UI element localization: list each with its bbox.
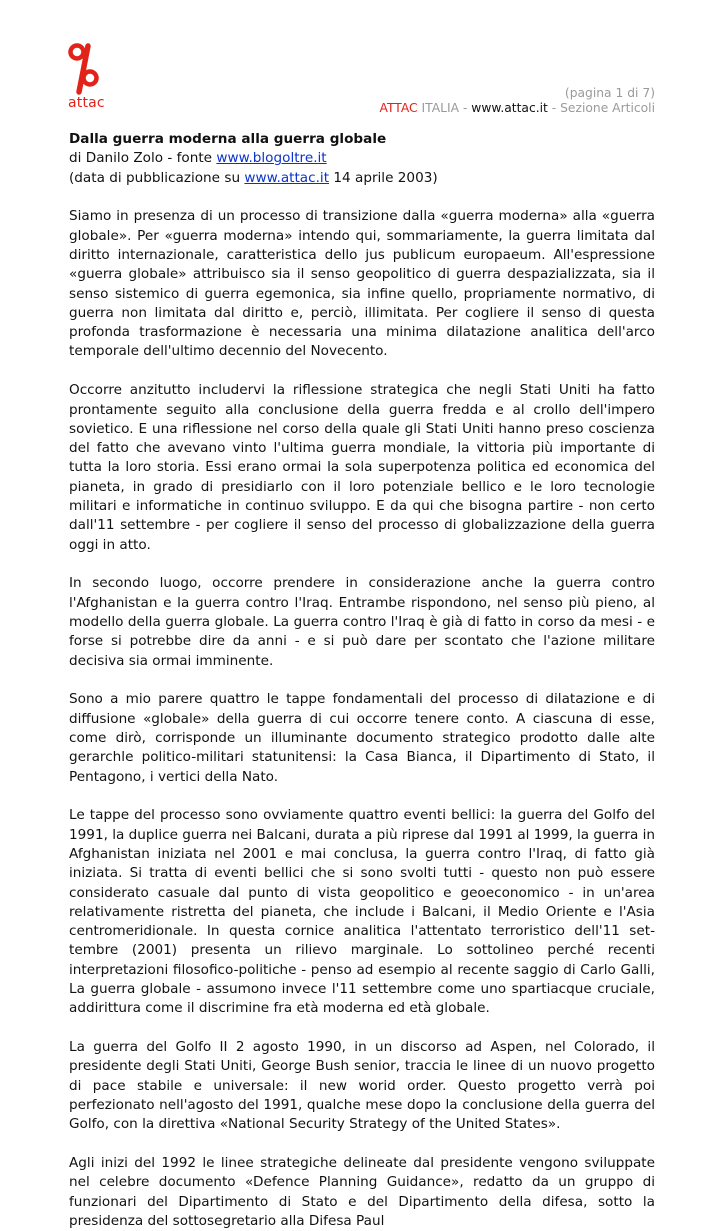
paragraph: Sono a mio parere quattro le tappe fondamentali del processo di dilatazione e di diffusione «globale» della guerra di cui occorre tenere conto. A ciascuna di esse, come dirò, corrisponde un illuminante documento strategico prodotto dalle alte gerarchle politico-militari statunitensi: la Casa Bianca, il Dipartimento di Stato, il Pentagono, i vertici della Nato.: [69, 691, 655, 785]
paragraph: Occorre anzitutto includervi la riflessione strategica che negli Stati Uniti ha fatto prontamente seguito alla conclusione della guerra fredda e al crollo dell'impero sovietico. E una riflessione nel corso della quale gli Stati Uniti hanno preso coscienza del fatto che avevano vinto l'ultima guerra mondiale, la vittoria più importante di tutta la loro storia. Essi erano ormai la sola superpotenza politica ed economica del pianeta, in grado di presidiarlo con il loro potenziale bellico e le loro tecnologie militari e informatiche in continuo sviluppo. E da qui che bisogna partire - non certo dall'11 settembre - per cogliere il senso del processo di globalizzazione della guerra oggi in atto.: [69, 382, 655, 553]
article: [69, 130, 655, 1231]
paragraph: In secondo luogo, occorre prendere in considerazione anche la guerra contro l'Afghanistan e la guerra contro l'Iraq. Entrambe rispondono, nel senso più pieno, al modello della guerra globale. La guerra contro l'Iraq è già di fatto in corso da mesi - e forse si potrebbe dire da anni - e si può dare per scontato che l'azione militare decisiva sia ormai imminente.: [69, 575, 655, 669]
article-title: Dalla guerra moderna alla guerra globale: [69, 131, 387, 147]
section-name: - Sezione Articoli: [547, 101, 655, 115]
page-indicator: (pagina 1 di 7): [564, 86, 655, 100]
byline: [69, 149, 655, 168]
paragraph: Siamo in presenza di un processo di transizione dalla «guerra moderna» alla «guerra globale». Per «guerra moderna» intendo qui, sommariamente, la guerra limitata dal diritto internazionale, caratteristica dello jus publicum europaeum. All'espressione «guerra globale» attribuisco sia il senso geopolitico di guerra despazializzata, sia il senso sistemico di guerra egemonica, sia infine quello, propriamente normativo, di guerra non limitata dal diritto e, perciò, illimitata. Per cogliere il senso di questa profonda trasformazione è necessaria una minima dilatazione analitica dell'arco temporale dell'ultimo decennio del Novecento.: [69, 208, 655, 360]
org-accent: ATTAC: [379, 101, 418, 115]
page-header: [380, 86, 655, 116]
source-line: [380, 101, 655, 116]
date-prefix: (data di pubblicazione su: [69, 169, 245, 186]
paragraph: Agli inizi del 1992 le linee strategiche delineate dal presidente vengono sviluppate nel celebre documento «Defence Planning Guidance», redatto da un gruppo di funzionari del Dipartimento di Stato e del Dipartimento della difesa, sotto la presidenza del sottosegretario alla Difesa Paul: [69, 1155, 655, 1230]
date-suffix: 14 aprile 2003): [329, 169, 438, 186]
paragraph: Le tappe del processo sono ovviamente quattro eventi bellici: la guerra del Golfo del 1991, la duplice guerra nei Balcani, durata a più riprese dal 1991 al 1999, la guerra in Afghanistan iniziata nel 2001 e mai conclusa, la guerra contro l'Iraq, di fatto già iniziata. Si tratta di eventi bellici che si sono svolti tutti - questo non può essere considerato casuale dal punto di vista geopolitico e geoeconomico - in un'area relativamente ristretta del pianeta, che include i Balcani, il Medio Oriente e l'Asia centromeridionale. In questa cornice analitica l'attentato terroristico dell'11 set-tembre (2001) presenta un rilievo marginale. Lo sottolineo perché recenti interpretazioni filosofico-politiche - penso ad esempio al recente saggio di Carlo Galli, La guerra globale - assumono invece l'11 settembre come uno spartiacque cruciale, addirittura come il discrimine fra età moderna ed età globale.: [69, 807, 656, 1017]
logo-text: attac: [68, 95, 105, 111]
site-name: www.attac.it: [471, 101, 548, 115]
org-rest: ITALIA -: [417, 101, 472, 115]
publication-date: [69, 169, 655, 188]
publisher-link[interactable]: www.attac.it: [244, 169, 330, 186]
byline-prefix: di Danilo Zolo - fonte: [69, 150, 217, 167]
source-link[interactable]: www.blogoltre.it: [216, 150, 327, 167]
article-meta: [69, 149, 655, 188]
paragraph: La guerra del Golfo II 2 agosto 1990, in un discorso ad Aspen, nel Colorado, il presidente degli Stati Uniti, George Bush senior, traccia le linee di un nuovo progetto di pace stabile e universale: il new worid order. Questo progetto verrà poi perfezionato nell'agosto del 1991, qualche mese dopo la conclusione della guerra del Golfo, con la direttiva «National Security Strategy of the United States».: [69, 1039, 655, 1133]
